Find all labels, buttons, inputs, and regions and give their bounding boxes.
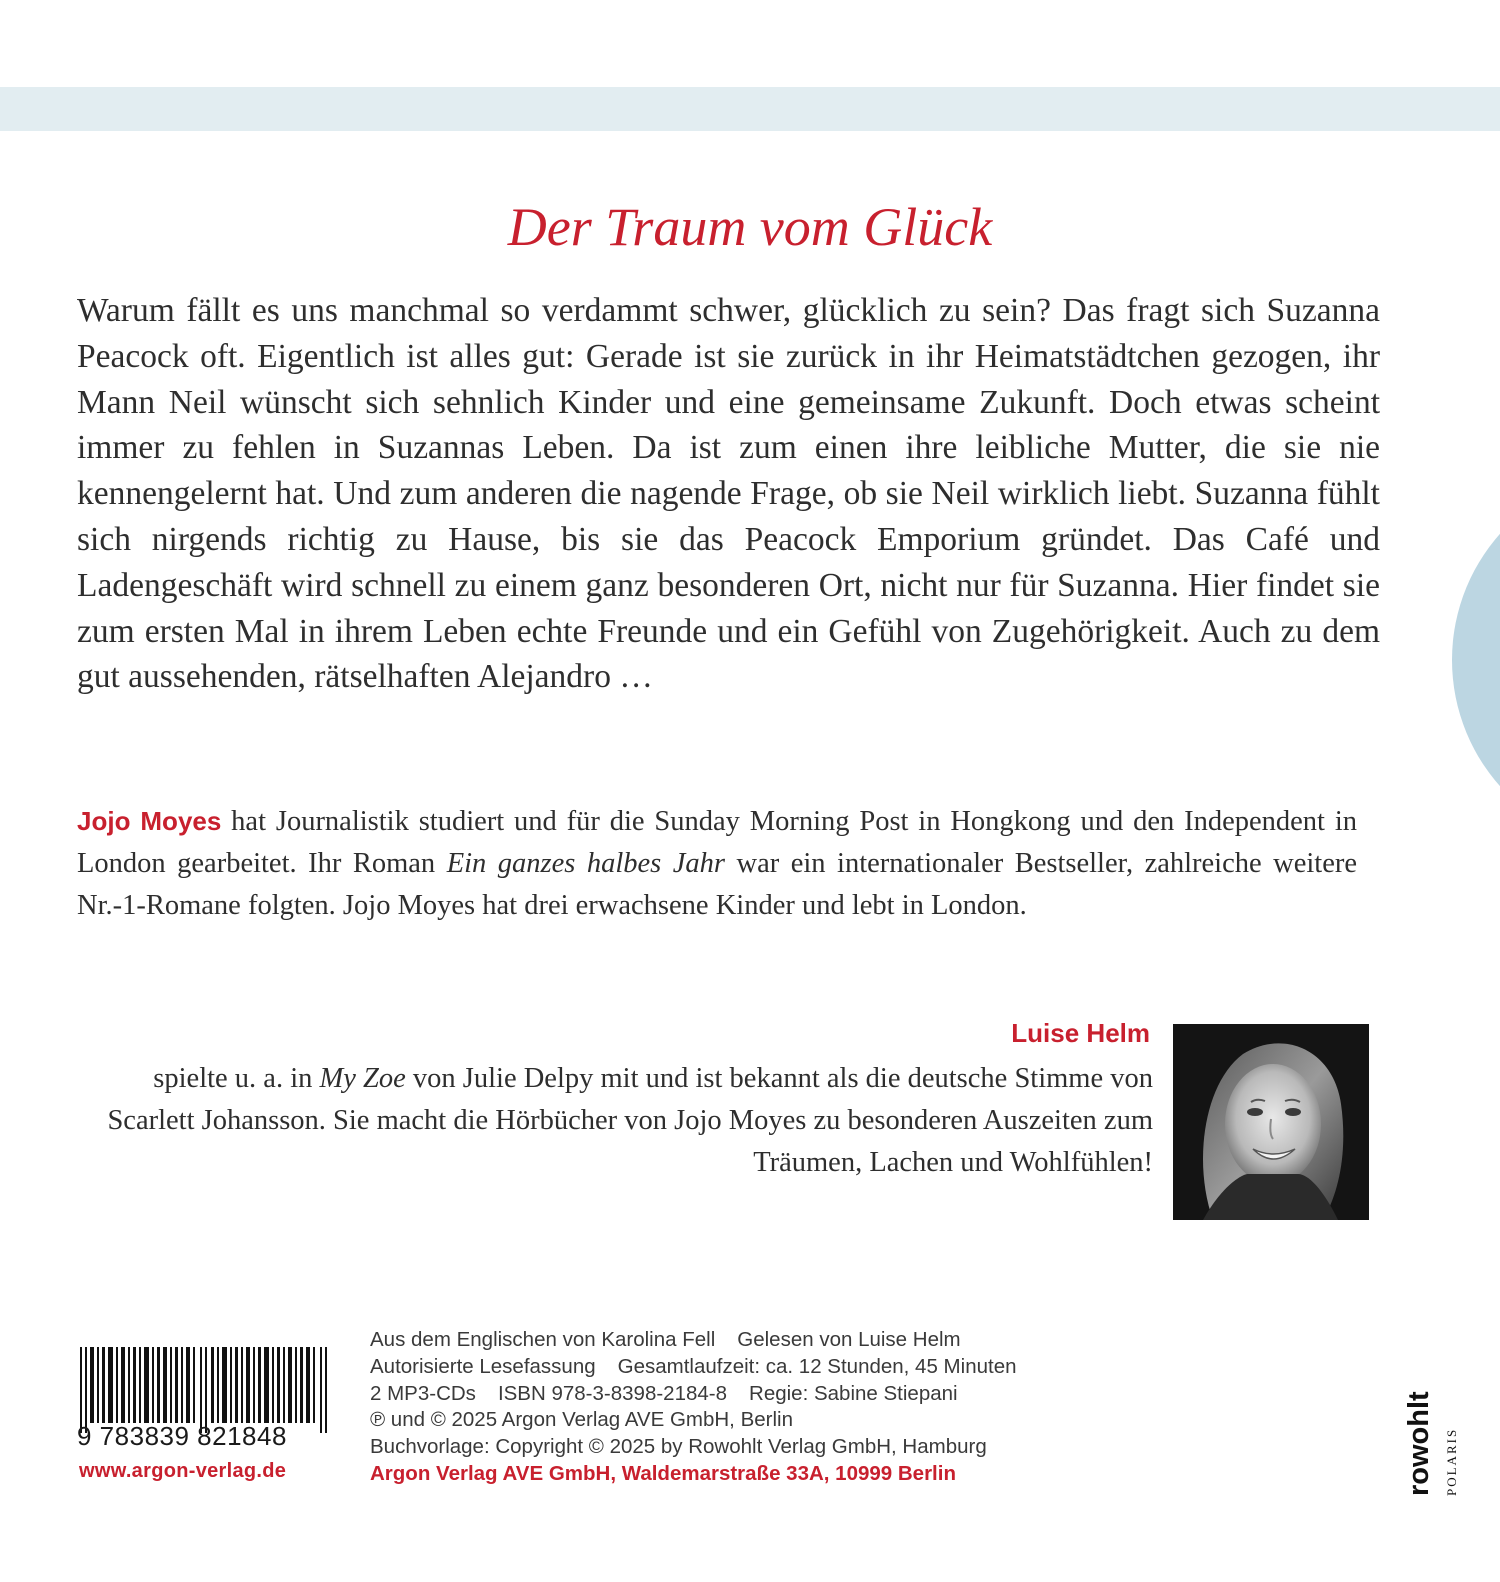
barcode-number: 9 783839 821848 xyxy=(77,1421,287,1451)
cd-disc-decoration xyxy=(1452,470,1500,850)
runtime-credit: Gesamtlaufzeit: ca. 12 Stunden, 45 Minuten xyxy=(617,1354,1017,1378)
narrator-bio xyxy=(103,1058,1153,1184)
narrator-bio-text-1: spielte u. a. in xyxy=(153,1063,320,1094)
narrator-film-title: My Zoe xyxy=(319,1063,406,1094)
copyright-book: Buchvorlage: Copyright © 2025 by Rowohlt Verlag GmbH, Hamburg xyxy=(370,1435,987,1459)
director-credit: Regie: Sabine Stiepani xyxy=(749,1381,958,1405)
reader-credit: Gelesen von Luise Helm xyxy=(737,1328,961,1351)
book-blurb: Warum fällt es uns manchmal so verdammt schwer, glücklich zu sein? Das fragt sich Suzanna Peacock oft. Eigentlich ist alles gut: Gerade ist sie zurück in ihr Heimatstädtchen gezogen, ihr Mann Neil wünscht sich sehnlich Kinder und eine gemeinsame Zukunft. Doch etwas scheint immer zu fehlen in Suzannas Leben. Da ist zum einen ihre leibliche Mutter, die sie nie kennengelernt hat. Und zum anderen die nagende Frage, ob sie Neil wirklich liebt. Suzanna fühlt sich nirgends richtig zu Hause, bis sie das Peacock Emporium gründet. Das Café und Ladengeschäft wird schnell zu einem ganz besonderen Ort, nicht nur für Suzanna. Hier findet sie zum ersten Mal in ihrem Leben echte Freunde und ein Gefühl von Zugehörigkeit. Auch zu dem gut aussehenden, rätselhaften Alejandro … xyxy=(77,292,1380,696)
rowohlt-polaris-logo xyxy=(1402,1384,1462,1496)
author-bio xyxy=(77,800,1357,927)
credits-line-1 xyxy=(370,1327,1130,1354)
credits-line-3 xyxy=(370,1381,1130,1408)
copyright-audio: ℗ und © 2025 Argon Verlag AVE GmbH, Berlin xyxy=(370,1408,793,1432)
narrator-bio-text-2: von Julie Delpy mit und ist bekannt als die deutsche Stimme von Scarlett Johansson. Sie macht die Hörbücher von Jojo Moyes zu besonderen Auszeiten zum Träumen, Lachen und Wohlfühlen! xyxy=(107,1063,1153,1178)
edition-credit: Autorisierte Lesefassung xyxy=(370,1354,596,1378)
credits-line-2 xyxy=(370,1354,1130,1381)
logo-imprint: POLARIS xyxy=(1444,1427,1459,1496)
author-book-title: Ein ganzes halbes Jahr xyxy=(446,848,725,879)
author-bio-text-2: war ein internationaler Bestseller, zahlreiche weitere Nr.-1-Romane folgten. Jojo Moyes hat drei erwachsene Kinder und lebt in London. xyxy=(77,848,1358,921)
narrator-portrait xyxy=(1173,1024,1369,1220)
format-credit: 2 MP3-CDs xyxy=(370,1381,476,1405)
translator-credit: Aus dem Englischen von Karolina Fell xyxy=(370,1328,716,1351)
author-name: Jojo Moyes xyxy=(77,806,222,836)
top-color-band xyxy=(0,87,1500,131)
publisher-website-link[interactable]: www.argon-verlag.de xyxy=(79,1460,287,1482)
isbn-credit: ISBN 978-3-8398-2184-8 xyxy=(497,1381,728,1405)
logo-brand: rowohlt xyxy=(1403,1391,1435,1496)
narrator-name: Luise Helm xyxy=(1011,1018,1150,1048)
author-bio-text-1: hat Journalistik studiert und für die Sunday Morning Post in Hongkong und den Independent in London gearbeitet. Ihr Roman xyxy=(77,806,1358,879)
page-title: Der Traum vom Glück xyxy=(507,197,993,257)
credits-block xyxy=(370,1327,1130,1488)
portrait-illustration xyxy=(1173,1024,1369,1220)
publisher-address: Argon Verlag AVE GmbH, Waldemarstraße 33A, 10999 Berlin xyxy=(370,1461,956,1485)
